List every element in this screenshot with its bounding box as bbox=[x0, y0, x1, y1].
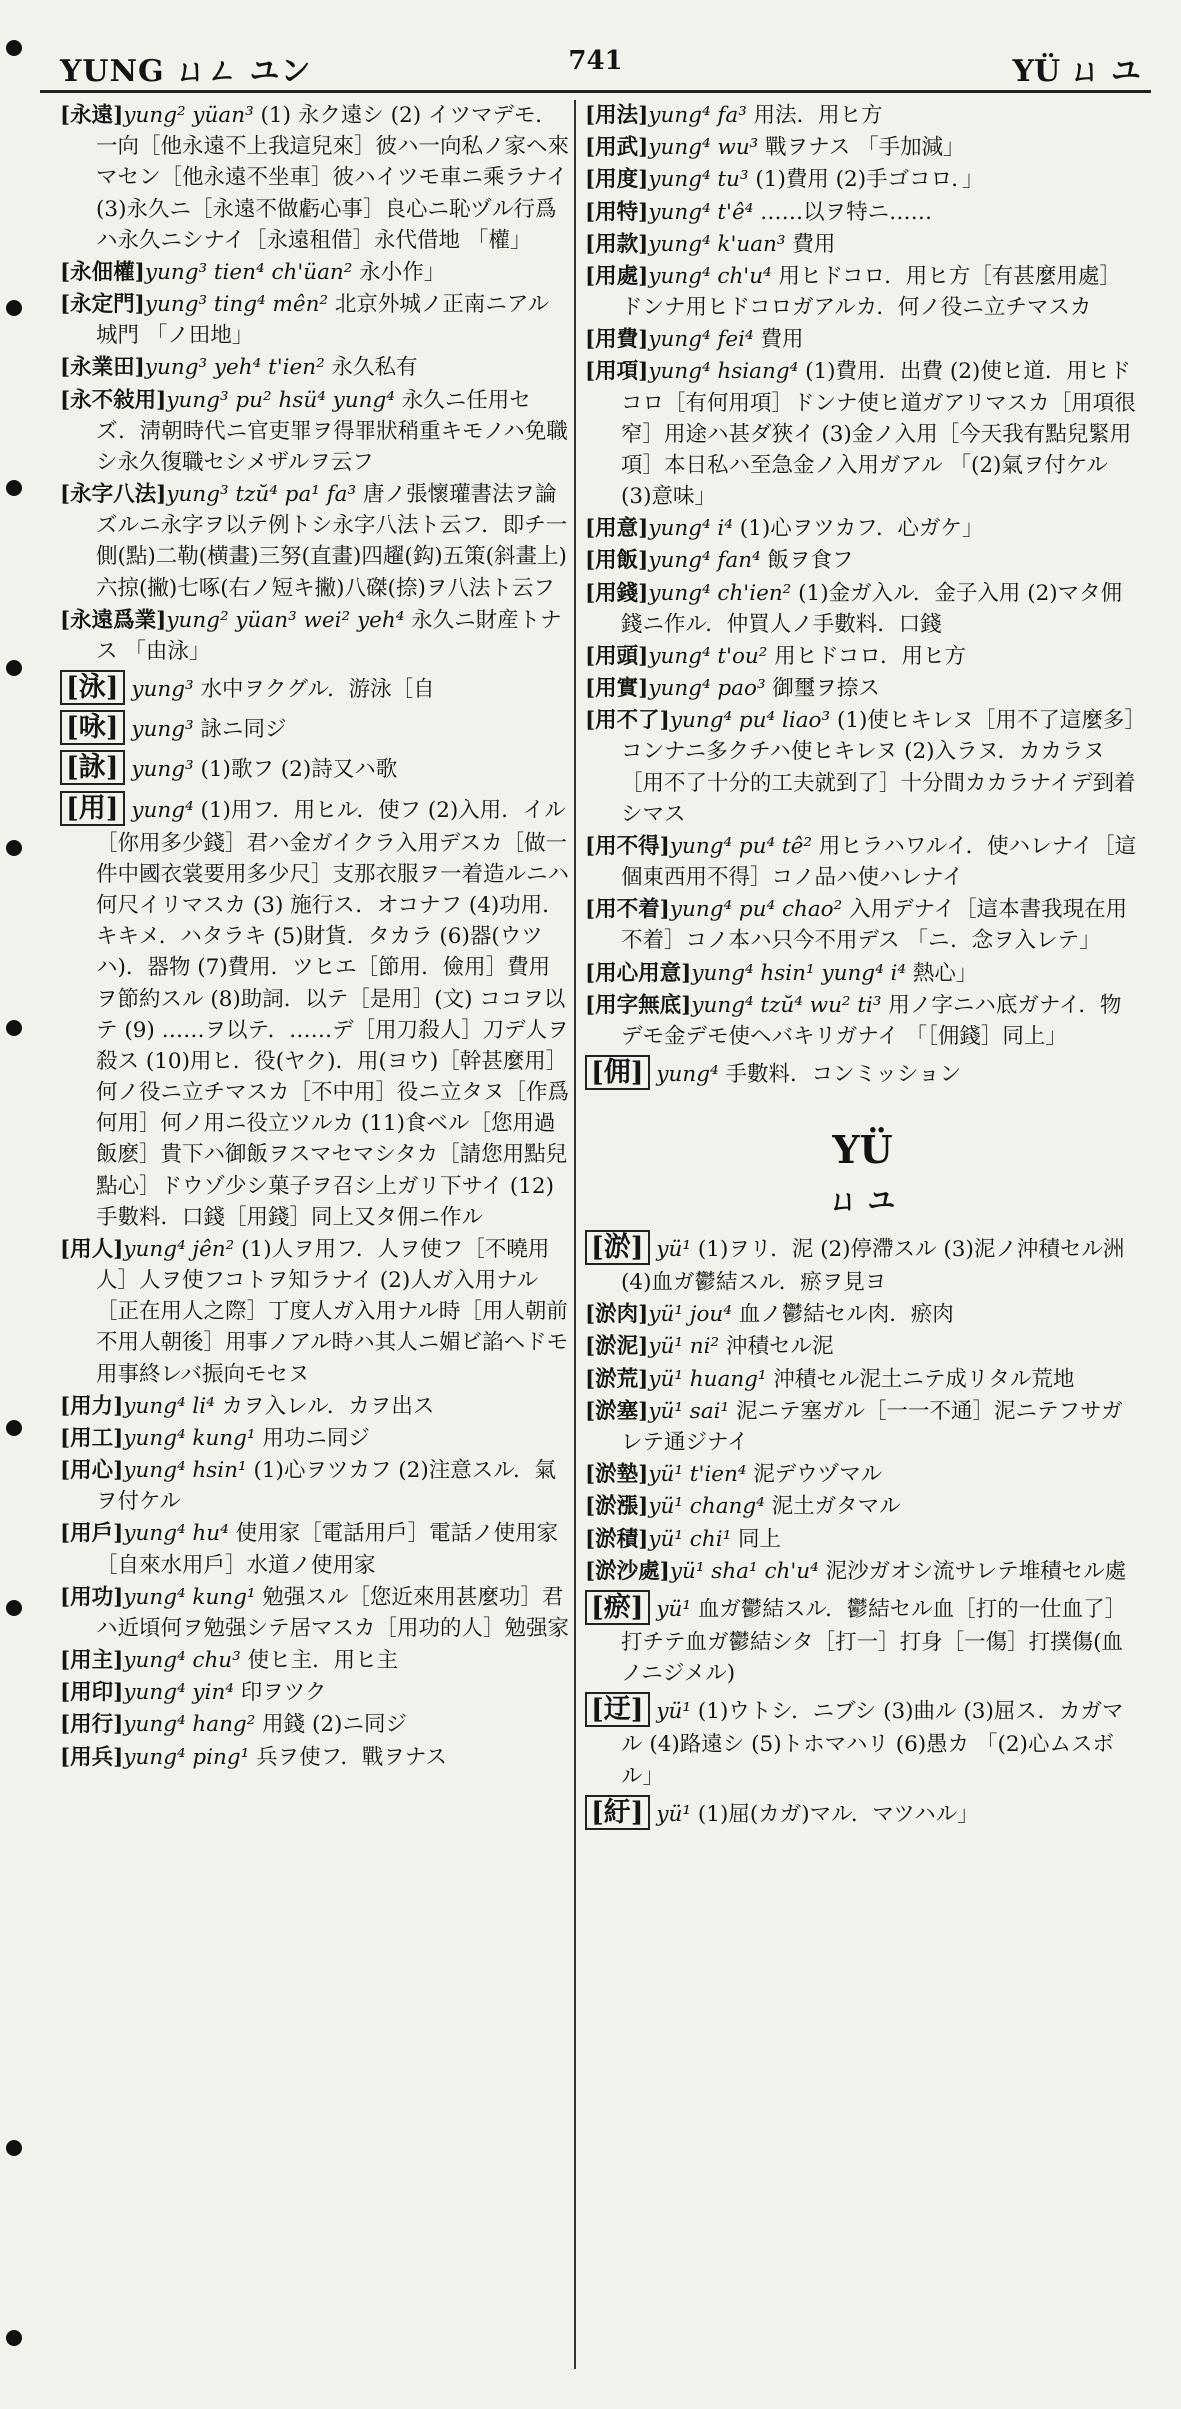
definition: 血ノ鬱結セル肉．瘀肉 bbox=[738, 1302, 954, 1328]
character-headword: [淤] bbox=[585, 1230, 650, 1265]
definition: 泥デウヅマル bbox=[753, 1462, 883, 1488]
definition: 用法．用ヒ方 bbox=[753, 103, 883, 128]
dictionary-entry bbox=[60, 385, 570, 479]
definition: 用功ニ同ジ bbox=[262, 1425, 370, 1451]
compound-headword: [用心用意] bbox=[585, 960, 692, 986]
definition: 兵ヲ使フ．戰ヲナス bbox=[256, 1744, 448, 1770]
romanization: yü¹ bbox=[656, 1596, 692, 1622]
binding-dot bbox=[6, 1600, 22, 1616]
dictionary-entry bbox=[585, 229, 1140, 260]
definition: 用錢 (2)ニ同ジ bbox=[262, 1712, 407, 1738]
romanization: yung⁴ yin⁴ bbox=[123, 1680, 234, 1706]
right-column bbox=[585, 100, 1140, 2369]
definition: 永小作」 bbox=[359, 259, 446, 285]
dictionary-entry bbox=[60, 1742, 570, 1773]
dictionary-entry bbox=[60, 668, 570, 707]
dictionary-entry bbox=[585, 324, 1140, 355]
romanization: yung⁴ li⁴ bbox=[123, 1393, 215, 1419]
compound-headword: [永遠爲業] bbox=[60, 607, 167, 633]
definition: (1)ヲリ．泥 (2)停滯スル (3)泥ノ沖積セル洲 (4)血ガ鬱結スル．瘀ヲ見ヨ bbox=[621, 1236, 1125, 1296]
dictionary-entry bbox=[585, 1396, 1140, 1458]
romanization: yung⁴ hsiang⁴ bbox=[648, 359, 799, 385]
compound-headword: [用度] bbox=[585, 167, 649, 193]
compound-headword: [淤墊] bbox=[585, 1462, 649, 1488]
romanization: yung⁴ pao³ bbox=[648, 676, 766, 702]
dictionary-entry bbox=[60, 257, 570, 288]
romanization: yü¹ bbox=[656, 1699, 692, 1725]
binding-dot bbox=[6, 300, 22, 316]
compound-headword: [用行] bbox=[60, 1712, 124, 1738]
compound-headword: [用款] bbox=[585, 231, 649, 257]
romanization: yung⁴ pu⁴ tê² bbox=[669, 833, 812, 859]
romanization: yung⁴ hang² bbox=[123, 1712, 256, 1738]
compound-headword: [用字無底] bbox=[585, 992, 692, 1018]
definition: (1)用フ．用ヒル．使フ (2)入用．イル［你用多少錢］君ハ金ガイクラ入用デスカ［做一件中國衣裳要用多少尺］支那衣服ヲ一着造ルニハ何尺イリマスカ (3) 施行ス．オコナフ (4)功用．キキメ．ハタラキ (5)財貨．タカラ (6)器(ウツハ)．器物 (7)費用．ツヒエ［節用．儉用］費用ヲ節約スル (8)助詞．以テ［是用］(文) ココヲ以テ (9) ……ヲ以テ．……デ［用刀殺人］刀デ人ヲ殺ス (10)用ヒ．役(ヤク)．用(ヨウ)［幹甚麼用］何ノ役ニ立チマスカ［不中用］役ニ立タヌ［作爲何用］何ノ用ニ役立ツルカ (11)食ベル［您用過飯麽］貴下ハ御飯ヲスマセマシタカ［請您用點兒點心］ドウゾ少シ菓子ヲ召シ上ガリ下サイ (12)手數料．口錢［用錢］同上又タ佣ニ作ル bbox=[96, 797, 570, 1230]
definition: 永久私有 bbox=[331, 355, 418, 381]
romanization: yung² yüan³ wei² yeh⁴ bbox=[166, 607, 405, 633]
compound-headword: [用費] bbox=[585, 327, 649, 353]
dictionary-entry bbox=[60, 1234, 570, 1390]
romanization: yung² yüan³ bbox=[123, 103, 254, 128]
romanization: yung⁴ fan⁴ bbox=[648, 548, 761, 574]
definition: 沖積セル泥 bbox=[726, 1334, 834, 1360]
compound-headword: [淤沙處] bbox=[585, 1558, 670, 1584]
dictionary-entry bbox=[585, 132, 1140, 163]
definition: 唐ノ張懷瓘書法ヲ論ズルニ永字ヲ以テ例トシ永字八法ト云フ．即チ一側(點)二勒(横畫)三努(直畫)四趯(鈎)五策(斜畫上)六掠(撇)七啄(右ノ短キ撇)八磔(捺)ヲ八法ト云フ bbox=[96, 482, 568, 601]
definition: 血ガ鬱結スル．鬱結セル血［打的一仕血了］打チテ血ガ鬱結シタ［打一］打身［一傷］打撲傷(血ノニジメル) bbox=[621, 1596, 1127, 1687]
dictionary-entry bbox=[585, 831, 1140, 893]
compound-headword: [用兵] bbox=[60, 1744, 124, 1770]
romanization: yung⁴ bbox=[131, 797, 194, 823]
compound-headword: [淤塞] bbox=[585, 1398, 649, 1424]
dictionary-entry bbox=[585, 1053, 1140, 1092]
romanization: yung⁴ ping¹ bbox=[123, 1744, 250, 1770]
romanization: yung⁴ chu³ bbox=[123, 1648, 241, 1674]
compound-headword: [用意] bbox=[585, 516, 649, 542]
romanization: yung⁴ i⁴ bbox=[648, 516, 733, 542]
definition: 使用家［電話用戶］電話ノ使用家［自來水用戶］水道ノ使用家 bbox=[96, 1521, 559, 1578]
definition: (1)心ヲツカフ．心ガケ」 bbox=[739, 516, 984, 542]
compound-headword: [用頭] bbox=[585, 643, 649, 669]
section-subtitle: ㄩ ユ bbox=[829, 1184, 896, 1218]
binding-dot bbox=[6, 840, 22, 856]
column-divider bbox=[574, 100, 576, 2369]
character-headword: [佣] bbox=[585, 1055, 650, 1090]
definition: 用ヒドコロ．用ヒ方［有甚麼用處］ドンナ用ヒドコロガアルカ．何ノ役ニ立チマスカ bbox=[621, 263, 1121, 321]
character-headword: [咏] bbox=[60, 710, 125, 745]
compound-headword: [用法] bbox=[585, 103, 649, 128]
definition: 用ヒドコロ．用ヒ方 bbox=[774, 643, 967, 669]
dictionary-entry bbox=[585, 1690, 1140, 1791]
dictionary-entry bbox=[585, 1228, 1140, 1298]
compound-headword: [用不着] bbox=[585, 897, 670, 923]
compound-headword: [淤漲] bbox=[585, 1494, 649, 1520]
binding-dot bbox=[6, 2330, 22, 2346]
binding-dot bbox=[6, 480, 22, 496]
romanization: yung⁴ wu³ bbox=[648, 135, 759, 161]
header-right: YÜ ㄩ ユ bbox=[1012, 54, 1141, 89]
definition: 沖積セル泥土ニテ成リタル荒地 bbox=[773, 1366, 1075, 1392]
definition: (1)ウトシ．ニブシ (3)曲ル (3)屈ス．カガマル (4)路遠シ (5)トホマハリ (6)愚カ 「(2)心ムスボル」 bbox=[621, 1699, 1124, 1789]
definition: 詠ニ同ジ bbox=[200, 717, 287, 743]
dictionary-entry bbox=[60, 748, 570, 787]
definition: (1)歌フ (2)詩又ハ歌 bbox=[200, 757, 398, 783]
romanization: yung³ ting⁴ mên² bbox=[144, 292, 329, 318]
binding-dot bbox=[6, 660, 22, 676]
compound-headword: [用特] bbox=[585, 199, 649, 225]
definition: 同上 bbox=[738, 1526, 782, 1552]
dictionary-entry bbox=[60, 352, 570, 383]
romanization: yü¹ bbox=[656, 1236, 692, 1262]
romanization: yung⁴ hsin¹ yung⁴ i⁴ bbox=[691, 960, 907, 986]
dictionary-entry bbox=[585, 673, 1140, 704]
dictionary-entry bbox=[60, 1423, 570, 1454]
romanization: yung⁴ kung¹ bbox=[123, 1584, 256, 1610]
definition: カヲ入レル．カヲ出ス bbox=[221, 1393, 435, 1419]
definition: 印ヲツク bbox=[240, 1680, 327, 1706]
dictionary-entry bbox=[585, 1524, 1140, 1555]
dictionary-entry bbox=[585, 100, 1140, 131]
dictionary-entry bbox=[60, 1455, 570, 1517]
compound-headword: [用飯] bbox=[585, 548, 649, 574]
definition: (1)使ヒキレヌ［用不了這麼多］コンナニ多クチハ使ヒキレヌ (2)入ラヌ．カカラヌ［用不了十分的工夫就到了］十分間カカラナイデ到着シマス bbox=[621, 708, 1136, 827]
section-heading bbox=[585, 1122, 1140, 1222]
definition: (1)屈(カガ)マル．マツハル」 bbox=[697, 1801, 979, 1827]
romanization: yü¹ sha¹ ch'u⁴ bbox=[669, 1558, 819, 1584]
dictionary-entry bbox=[585, 1556, 1140, 1587]
dictionary-entry bbox=[585, 1588, 1140, 1689]
romanization: yung⁴ k'uan³ bbox=[648, 231, 786, 257]
definition: 入用デナイ［這本書我現在用不着］コノ本ハ只今不用デス 「ニ．念ヲ入レテ」 bbox=[621, 897, 1128, 954]
dictionary-entry bbox=[585, 513, 1140, 544]
dictionary-entry bbox=[585, 164, 1140, 195]
compound-headword: [用錢] bbox=[585, 580, 649, 606]
binding-dot bbox=[6, 2140, 22, 2156]
definition: 熱心」 bbox=[912, 960, 978, 986]
character-headword: [迂] bbox=[585, 1692, 650, 1727]
dictionary-entry bbox=[60, 100, 570, 256]
page-number: 741 bbox=[568, 46, 623, 76]
romanization: yung⁴ pu⁴ chao² bbox=[669, 897, 843, 923]
dictionary-entry bbox=[585, 545, 1140, 576]
romanization: yung³ yeh⁴ t'ien² bbox=[144, 355, 325, 381]
compound-headword: [用不了] bbox=[585, 708, 670, 734]
definition: 飯ヲ食フ bbox=[767, 548, 854, 574]
dictionary-entry bbox=[60, 1518, 570, 1580]
section-title: YÜ bbox=[832, 1127, 893, 1173]
romanization: yü¹ bbox=[656, 1801, 692, 1827]
dictionary-entry bbox=[585, 1459, 1140, 1490]
compound-headword: [用人] bbox=[60, 1236, 124, 1262]
compound-headword: [永不敍用] bbox=[60, 387, 167, 413]
compound-headword: [用武] bbox=[585, 135, 649, 161]
romanization: yü¹ chang⁴ bbox=[648, 1494, 765, 1520]
compound-headword: [用工] bbox=[60, 1425, 124, 1451]
romanization: yü¹ t'ien⁴ bbox=[648, 1462, 747, 1488]
compound-headword: [淤肉] bbox=[585, 1302, 649, 1328]
romanization: yung³ bbox=[131, 757, 194, 783]
romanization: yü¹ chi¹ bbox=[648, 1526, 732, 1552]
romanization: yung⁴ kung¹ bbox=[123, 1425, 256, 1451]
romanization: yung³ pu² hsü⁴ yung⁴ bbox=[166, 387, 395, 413]
definition: (1)人ヲ用フ．人ヲ使フ［不曉用人］人ヲ使フコトヲ知ラナイ (2)人ガ入用ナル［正在用人之際］丁度人ガ入用ナル時［用人朝前不用人朝後］用事ノアル時ハ其人ニ媚ビ諂ヘドモ用事終レバ振向モセヌ bbox=[96, 1236, 569, 1387]
romanization: yung⁴ ch'ien² bbox=[648, 580, 792, 606]
compound-headword: [永字八法] bbox=[60, 482, 167, 508]
character-headword: [詠] bbox=[60, 750, 125, 785]
definition: 手數料．コンミッション bbox=[725, 1062, 962, 1088]
dictionary-entry bbox=[585, 1364, 1140, 1395]
dictionary-entry bbox=[585, 197, 1140, 228]
romanization: yung⁴ t'ou² bbox=[648, 643, 768, 669]
dictionary-entry bbox=[585, 1491, 1140, 1522]
compound-headword: [用處] bbox=[585, 263, 649, 289]
character-headword: [用] bbox=[60, 791, 125, 826]
definition: 戰ヲナス 「手加減」 bbox=[765, 135, 965, 161]
dictionary-entry bbox=[60, 789, 570, 1233]
romanization: yung³ bbox=[131, 717, 194, 743]
binding-dot bbox=[6, 40, 22, 56]
compound-headword: [用主] bbox=[60, 1648, 124, 1674]
compound-headword: [淤泥] bbox=[585, 1334, 649, 1360]
dictionary-entry bbox=[60, 1582, 570, 1644]
romanization: yung⁴ tzŭ⁴ wu² ti³ bbox=[691, 992, 882, 1018]
romanization: yung⁴ fei⁴ bbox=[648, 327, 754, 353]
compound-headword: [用戶] bbox=[60, 1521, 124, 1547]
romanization: yung⁴ jên² bbox=[123, 1236, 235, 1262]
dictionary-entry bbox=[60, 1709, 570, 1740]
compound-headword: [用印] bbox=[60, 1680, 124, 1706]
dictionary-entry bbox=[60, 1645, 570, 1676]
dictionary-entry bbox=[585, 261, 1140, 323]
page-header bbox=[40, 40, 1151, 93]
dictionary-entry bbox=[60, 289, 570, 351]
character-headword: [泳] bbox=[60, 670, 125, 705]
character-headword: [瘀] bbox=[585, 1590, 650, 1625]
compound-headword: [淤積] bbox=[585, 1526, 649, 1552]
compound-headword: [永定門] bbox=[60, 292, 145, 318]
dictionary-entry bbox=[60, 708, 570, 747]
definition: ……以ヲ特ニ…… bbox=[760, 199, 933, 225]
dictionary-entry bbox=[585, 356, 1140, 512]
header-left: YUNG ㄩㄥ ユン bbox=[60, 54, 312, 89]
left-column bbox=[60, 100, 570, 2369]
compound-headword: [淤荒] bbox=[585, 1366, 649, 1392]
romanization: yü¹ sai¹ bbox=[648, 1398, 730, 1424]
character-headword: [紆] bbox=[585, 1795, 650, 1830]
romanization: yung⁴ bbox=[656, 1062, 719, 1088]
romanization: yung³ bbox=[131, 677, 194, 703]
compound-headword: [用不得] bbox=[585, 833, 670, 859]
binding-dot bbox=[6, 1420, 22, 1436]
dictionary-entry bbox=[585, 1299, 1140, 1330]
compound-headword: [用實] bbox=[585, 676, 649, 702]
romanization: yung⁴ pu⁴ liao³ bbox=[669, 708, 831, 734]
dictionary-entry bbox=[585, 705, 1140, 830]
definition: 泥土ガタマル bbox=[771, 1494, 901, 1520]
compound-headword: [用項] bbox=[585, 359, 649, 385]
dictionary-entry bbox=[60, 479, 570, 604]
definition: 用ノ字ニハ底ガナイ．物デモ金デモ使ヘバキリガナイ 「［佣錢］同上」 bbox=[621, 992, 1122, 1049]
compound-headword: [用力] bbox=[60, 1393, 124, 1419]
definition: 水中ヲクグル．游泳［自 bbox=[200, 677, 435, 703]
dictionary-entry bbox=[585, 958, 1140, 989]
romanization: yung³ tzŭ⁴ pa¹ fa³ bbox=[166, 482, 357, 508]
compound-headword: [用功] bbox=[60, 1584, 124, 1610]
compound-headword: [永佃權] bbox=[60, 259, 145, 285]
romanization: yung⁴ ch'u⁴ bbox=[648, 263, 772, 289]
definition: 用ヒラハワルイ．使ハレナイ［這個東西用不得］コノ品ハ使ハレナイ bbox=[621, 833, 1137, 891]
romanization: yung⁴ fa³ bbox=[648, 103, 747, 128]
compound-headword: [永業田] bbox=[60, 355, 145, 381]
romanization: yü¹ jou⁴ bbox=[648, 1302, 732, 1328]
definition: 費用 bbox=[760, 327, 804, 353]
definition: (1)心ヲツカフ (2)注意スル．氣ヲ付ケル bbox=[96, 1458, 557, 1515]
definition: 泥沙ガオシ流サレテ堆積セル處 bbox=[825, 1558, 1127, 1584]
definition: 泥ニテ塞ガル［一一不通］泥ニテフサガレテ通ジナイ bbox=[621, 1398, 1123, 1455]
dictionary-entry bbox=[585, 990, 1140, 1052]
dictionary-entry bbox=[585, 1331, 1140, 1362]
dictionary-entry bbox=[585, 641, 1140, 672]
dictionary-entry bbox=[60, 1677, 570, 1708]
definition: (1)金ガ入ル．金子入用 (2)マタ佣錢ニ作ル．仲買人ノ手數料．口錢 bbox=[621, 580, 1123, 637]
definition: (1)費用 (2)手ゴコロ．」 bbox=[755, 167, 984, 193]
dictionary-entry bbox=[585, 894, 1140, 956]
romanization: yung⁴ hsin¹ bbox=[123, 1458, 247, 1484]
romanization: yung³ tien⁴ ch'üan² bbox=[144, 259, 353, 285]
dictionary-entry bbox=[60, 605, 570, 667]
definition: 北京外城ノ正南ニアル城門 「ノ田地」 bbox=[96, 292, 550, 349]
definition: 永久ニ財産トナス 「由泳」 bbox=[96, 607, 562, 664]
compound-headword: [用心] bbox=[60, 1458, 124, 1484]
definition: 費用 bbox=[792, 231, 836, 257]
romanization: yü¹ ni² bbox=[648, 1334, 720, 1360]
romanization: yü¹ huang¹ bbox=[648, 1366, 767, 1392]
dictionary-entry bbox=[60, 1391, 570, 1422]
definition: 勉强スル［您近來用甚麼功］君ハ近頃何ヲ勉强シテ居マスカ［用功的人］勉强家 bbox=[96, 1584, 570, 1641]
definition: 使ヒ主．用ヒ主 bbox=[247, 1648, 399, 1674]
romanization: yung⁴ t'ê⁴ bbox=[648, 199, 754, 225]
dictionary-entry bbox=[585, 1793, 1140, 1832]
romanization: yung⁴ tu³ bbox=[648, 167, 749, 193]
definition: 永久ニ任用セズ．淸朝時代ニ官吏罪ヲ得罪狀稍重キモノハ免職シ永久復職セシメザルヲ云フ bbox=[96, 387, 568, 475]
romanization: yung⁴ hu⁴ bbox=[123, 1521, 229, 1547]
definition: (1) 永ク遠シ (2) イツマデモ．一向［他永遠不上我這兒來］彼ハ一向私ノ家ヘ來マセン［他永遠不坐車］彼ハイツモ車ニ乘ラナイ (3)永久ニ［永遠不做虧心事］良心ニ恥ヅル行爲ハ永久ニシナイ［永遠租借］永代借地 「權」 bbox=[96, 103, 570, 253]
compound-headword: [永遠] bbox=[60, 103, 124, 128]
definition: (1)費用．出費 (2)使ヒ道．用ヒドコロ［有何用項］ドンナ使ヒ道ガアリマスカ［用項很窄］用途ハ甚ダ狹イ (3)金ノ入用［今天我有點兒緊用項］本日私ハ至急金ノ入用ガアル 「(2)氣ヲ付ケル (3)意味」 bbox=[621, 359, 1136, 510]
binding-dot bbox=[6, 1020, 22, 1036]
definition: 御璽ヲ捺ス bbox=[772, 676, 880, 702]
dictionary-entry bbox=[585, 578, 1140, 640]
